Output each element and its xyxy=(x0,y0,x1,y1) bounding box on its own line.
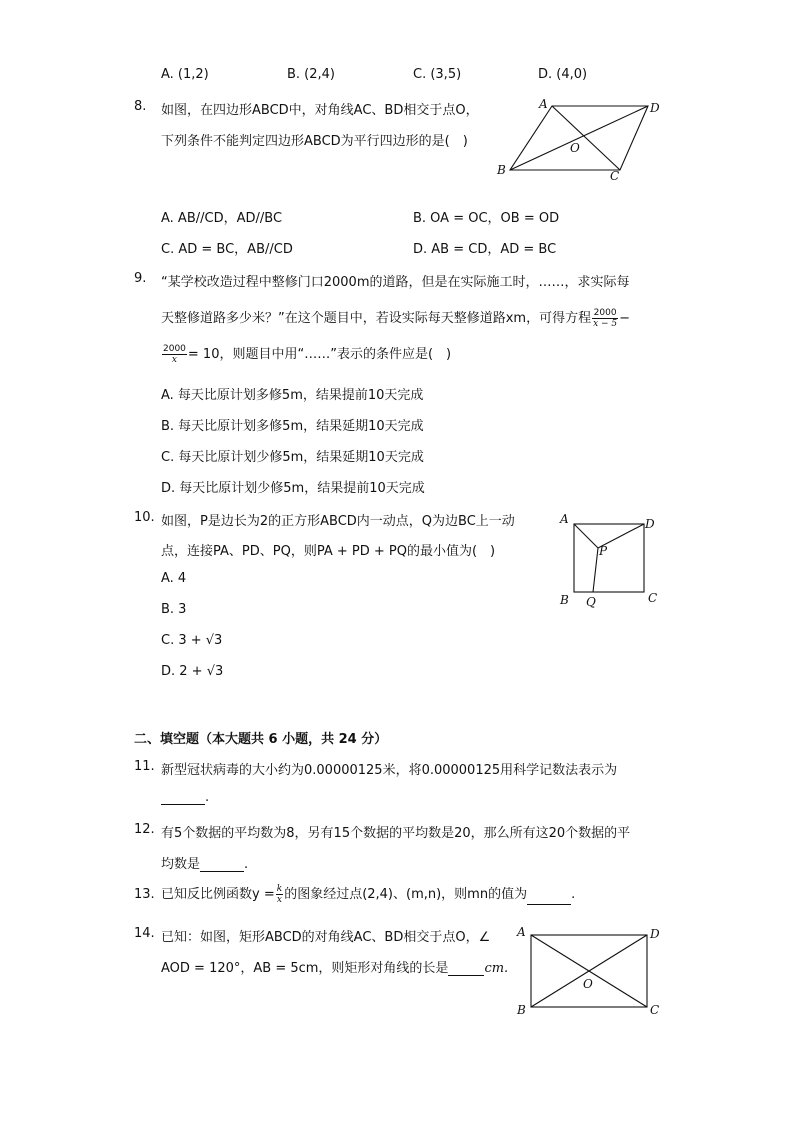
q14-label-b: B xyxy=(517,1003,526,1017)
q8-option-d: D. AB = CD，AD = BC xyxy=(413,242,557,257)
q8-label-o: O xyxy=(570,141,580,155)
q9-option-c: C. 每天比原计划少修5m，结果延期10天完成 xyxy=(161,450,424,465)
q9-fraction-1 xyxy=(592,308,618,329)
q8-option-c: C. AD = BC，AB//CD xyxy=(161,242,293,257)
q9-option-a: A. 每天比原计划多修5m，结果提前10天完成 xyxy=(161,388,424,403)
q13-frac-den: x xyxy=(276,895,282,905)
q14-label-o: O xyxy=(583,977,593,991)
q12-number: 12. xyxy=(134,822,155,837)
q14-label-c: C xyxy=(650,1003,660,1017)
q7-option-b: B. (2,4) xyxy=(287,67,336,82)
q9-frac2-den: x xyxy=(171,355,177,365)
q10-label-q: Q xyxy=(586,595,596,609)
q14-label-d: D xyxy=(650,927,660,941)
q7-option-c: C. (3,5) xyxy=(413,67,462,82)
q13-line-row xyxy=(161,883,575,905)
q10-label-a: A xyxy=(560,512,569,526)
q11-answer-blank[interactable] xyxy=(161,792,205,805)
q9-option-d: D. 每天比原计划少修5m，结果提前10天完成 xyxy=(161,481,425,496)
q8-label-a: A xyxy=(539,97,548,111)
q10-label-d: D xyxy=(645,517,655,531)
q12-answer-blank[interactable] xyxy=(200,859,244,872)
q12-line2-row xyxy=(161,853,248,872)
q10-number: 10. xyxy=(134,510,155,525)
q13-fraction xyxy=(276,884,283,905)
q13-frac-num: k xyxy=(276,884,283,894)
q9-line2: 天整修道路多少米？”在这个题目中，若设实际每天整修道路xm，可得方程 xyxy=(161,311,592,326)
q10-option-a: A. 4 xyxy=(161,571,187,586)
q8-option-a: A. AB//CD，AD//BC xyxy=(161,211,283,226)
q14-unit: cm. xyxy=(484,961,509,976)
q8-label-d: D xyxy=(650,101,660,115)
q14-rectangle-figure xyxy=(512,922,668,1020)
q9-minus: − xyxy=(619,311,631,326)
q8-label-c: C xyxy=(610,169,620,183)
q13-period: . xyxy=(571,887,576,902)
q13-text-b: 的图象经过点(2,4)、(m,n)，则mn的值为 xyxy=(284,887,528,902)
q9-line2-row xyxy=(161,307,630,329)
q8-line2: 下列条件不能判定四边形ABCD为平行四边形的是( ) xyxy=(161,134,468,149)
section-2-title: 二、填空题（本大题共 6 小题，共 24 分） xyxy=(134,732,388,747)
q10-square-figure xyxy=(553,508,665,612)
q11-number: 11. xyxy=(134,759,155,774)
q14-line2-row xyxy=(161,957,508,976)
q9-frac2-num: 2000 xyxy=(163,344,186,354)
q9-line1: “某学校改造过程中整修门口2000m的道路，但是在实际施工时，……，求实际每 xyxy=(161,275,630,290)
q9-fraction-2 xyxy=(162,344,187,365)
q10-option-b: B. 3 xyxy=(161,602,187,617)
q8-line1: 如图，在四边形ABCD中，对角线AC、BD相交于点O， xyxy=(161,103,479,118)
q10-label-b: B xyxy=(560,593,569,607)
q12-line2a: 均数是 xyxy=(161,857,201,872)
q14-line2a: AOD = 120°，AB = 5cm，则矩形对角线的长是 xyxy=(161,961,449,976)
q8-parallelogram-figure xyxy=(490,92,670,184)
q7-option-a: A. (1,2) xyxy=(161,67,209,82)
q10-label-p: P xyxy=(599,544,608,558)
q10-label-c: C xyxy=(648,591,658,605)
q8-number: 8. xyxy=(134,99,147,114)
q13-text-a: 已知反比例函数y = xyxy=(161,887,275,902)
q12-line1: 有5个数据的平均数为8，另有15个数据的平均数是20，那么所有这20个数据的平 xyxy=(161,826,631,841)
q8-option-b: B. OA = OC，OB = OD xyxy=(413,211,560,226)
q11-line2-row xyxy=(161,790,209,805)
q13-answer-blank[interactable] xyxy=(527,892,571,905)
q10-option-d: D. 2 + √3 xyxy=(161,664,224,679)
q10-line1: 如图，P是边长为2的正方形ABCD内一动点，Q为边BC上一动 xyxy=(161,514,515,529)
q14-number: 14. xyxy=(134,926,155,941)
q12-period: . xyxy=(244,857,249,872)
q13-number: 13. xyxy=(134,887,155,902)
q7-option-d: D. (4,0) xyxy=(538,67,588,82)
q9-option-b: B. 每天比原计划多修5m，结果延期10天完成 xyxy=(161,419,424,434)
q14-label-a: A xyxy=(517,925,526,939)
q11-line1: 新型冠状病毒的大小约为0.00000125米，将0.00000125用科学记数法表示为 xyxy=(161,763,618,778)
q9-frac1-num: 2000 xyxy=(593,308,617,318)
q9-line3-row xyxy=(161,343,451,365)
q11-period: . xyxy=(205,790,210,805)
q10-line2: 点，连接PA、PD、PQ，则PA + PD + PQ的最小值为( ) xyxy=(161,544,496,559)
q10-option-c: C. 3 + √3 xyxy=(161,633,223,648)
q14-line1: 已知：如图，矩形ABCD的对角线AC、BD相交于点O，∠ xyxy=(161,930,491,945)
q14-answer-blank[interactable] xyxy=(448,963,484,976)
q8-label-b: B xyxy=(497,163,506,177)
q9-line3: = 10，则题目中用“……”表示的条件应是( ) xyxy=(187,347,452,362)
q9-frac1-den: x − 5 xyxy=(593,319,618,329)
q9-number: 9. xyxy=(134,271,147,286)
